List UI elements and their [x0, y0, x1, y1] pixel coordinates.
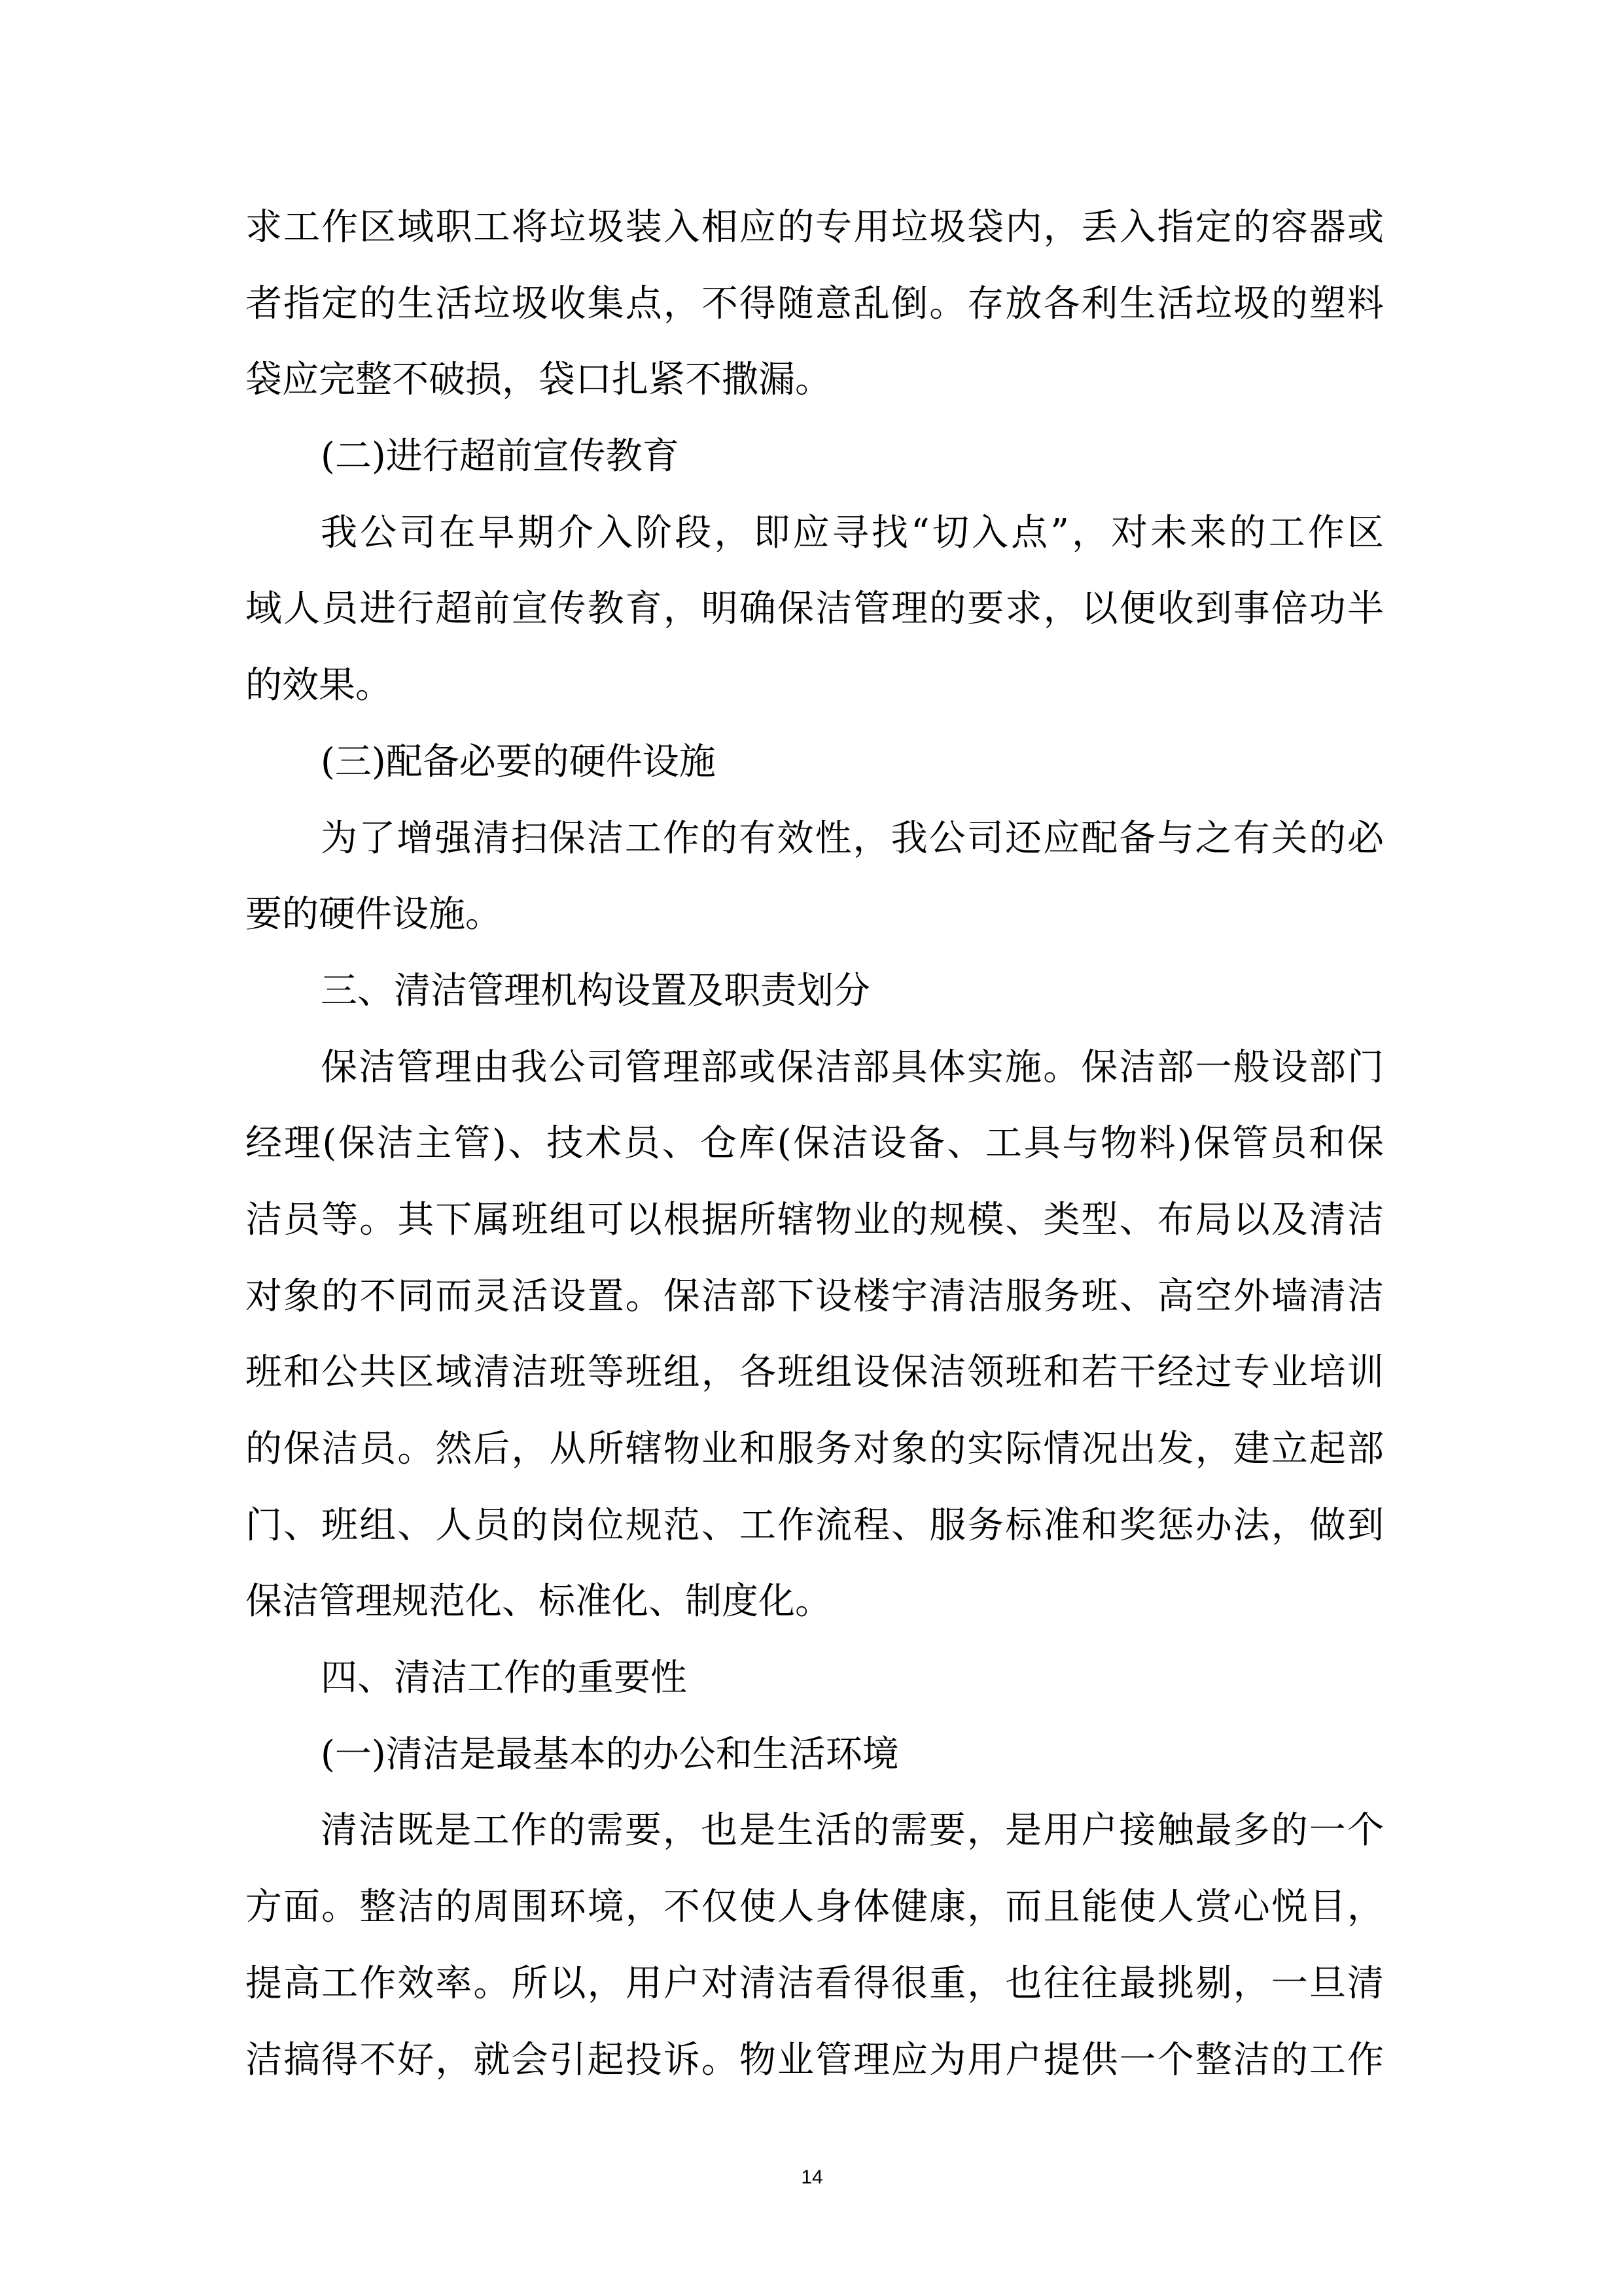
paragraph-line: 为了增强清扫保洁工作的有效性，我公司还应配备与之有关的必 — [321, 817, 1384, 860]
section-heading: 四、清洁工作的重要性 — [321, 1657, 687, 1700]
paragraph-line: 求工作区域职工将垃圾装入相应的专用垃圾袋内，丢入指定的容器或 — [245, 206, 1384, 249]
paragraph-line: 保洁管理规范化、标准化、制度化。 — [245, 1580, 832, 1623]
paragraph-line: 经理(保洁主管)、技术员、仓库(保洁设备、工具与物料)保管员和保 — [245, 1122, 1384, 1165]
section-heading: (一)清洁是最基本的办公和生活环境 — [321, 1733, 899, 1776]
paragraph-line: 我公司在早期介入阶段，即应寻找“切入点”，对未来的工作区 — [321, 511, 1384, 554]
section-heading: (二)进行超前宣传教育 — [321, 435, 679, 478]
paragraph-line: 方面。整洁的周围环境，不仅使人身体健康，而且能使人赏心悦目， — [245, 1886, 1384, 1929]
paragraph-line: 者指定的生活垃圾收集点，不得随意乱倒。存放各利生活垃圾的塑料 — [245, 282, 1384, 325]
paragraph-line: 清洁既是工作的需要，也是生活的需要，是用户接触最多的一个 — [321, 1809, 1384, 1852]
paragraph-line: 洁员等。其下属班组可以根据所辖物业的规模、类型、布局以及清洁 — [245, 1198, 1384, 1241]
section-heading: (三)配备必要的硬件设施 — [321, 740, 716, 783]
paragraph-line: 保洁管理由我公司管理部或保洁部具体实施。保洁部一般设部门 — [321, 1046, 1384, 1089]
paragraph-line: 班和公共区域清洁班等班组，各班组设保洁领班和若干经过专业培训 — [245, 1351, 1384, 1394]
paragraph-line: 域人员进行超前宣传教育，明确保洁管理的要求，以便收到事倍功半 — [245, 588, 1384, 631]
paragraph-line: 袋应完整不破损，袋口扎紧不撒漏。 — [245, 359, 832, 402]
paragraph-line: 洁搞得不好，就会引起投诉。物业管理应为用户提供一个整洁的工作 — [245, 2038, 1384, 2081]
paragraph-line: 的效果。 — [245, 664, 392, 707]
body-text — [245, 190, 1384, 2098]
paragraph-line: 要的硬件设施。 — [245, 893, 502, 936]
page-number: 14 — [801, 2166, 823, 2188]
section-heading: 三、清洁管理机构设置及职责划分 — [321, 969, 870, 1012]
paragraph-line: 的保洁员。然后，从所辖物业和服务对象的实际情况出发，建立起部 — [245, 1428, 1384, 1470]
paragraph-line: 门、班组、人员的岗位规范、工作流程、服务标准和奖惩办法，做到 — [245, 1504, 1384, 1547]
paragraph-line: 对象的不同而灵活设置。保洁部下设楼宇清洁服务班、高空外墙清洁 — [245, 1275, 1384, 1318]
paragraph-line: 提高工作效率。所以，用户对清洁看得很重，也往往最挑剔，一旦清 — [245, 1962, 1384, 2005]
